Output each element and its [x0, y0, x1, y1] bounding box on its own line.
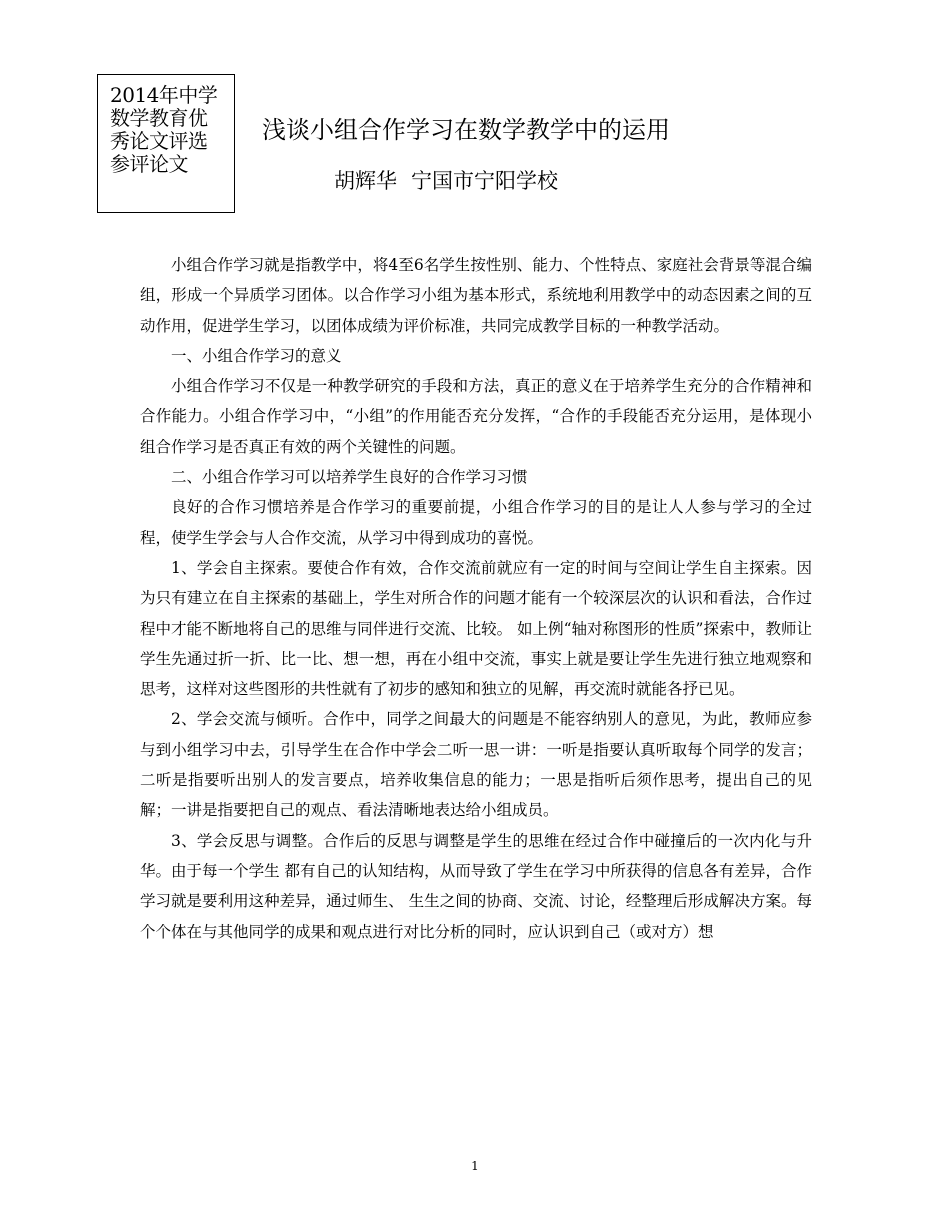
- author-name: 胡辉华: [334, 169, 397, 193]
- author-byline: [334, 167, 558, 195]
- stamp-line-1: 2014年中学: [110, 83, 218, 107]
- page-number: 1: [471, 1159, 479, 1173]
- paragraph-habits: 良好的合作习惯培养是合作学习的重要前提，小组合作学习的目的是让人人参与学习的全过程，使学生学会与人合作交流，从学习中得到成功的喜悦。: [140, 498, 812, 547]
- essay-competition-stamp-box: [97, 74, 235, 213]
- paragraph-point-3: 3、学会反思与调整。合作后的反思与调整是学生的思维在经过合作中碰撞后的一次内化与升华。由于每一个学生 都有自己的认知结构，从而导致了学生在学习中所获得的信息各有差异，合作学习就是要利用这种差异，通过师生、 生生之间的协商、交流、讨论，经整理后形成解决方案。每个个体在与其他同学的成果和观点进行对比分析的同时，应认识到自己（或对方）想: [140, 831, 812, 941]
- section-heading-1: 一、小组合作学习的意义: [171, 346, 342, 365]
- document-title: 浅谈小组合作学习在数学教学中的运用: [262, 116, 670, 144]
- paragraph-point-2: 2、学会交流与倾听。合作中，同学之间最大的问题是不能容纳别人的意见，为此，教师应参与到小组学习中去，引导学生在合作中学会二听一思一讲：一听是指要认真听取每个同学的发言；二听是指要听出别人的发言要点，培养收集信息的能力；一思是指听后须作思考，提出自己的见解；一讲是指要把自己的观点、看法清晰地表达给小组成员。: [140, 710, 812, 820]
- paragraph-point-1: 1、学会自主探索。要使合作有效，合作交流前就应有一定的时间与空间让学生自主探索。因为只有建立在自主探索的基础上，学生对所合作的问题才能有一个较深层次的认识和看法，合作过程中才能不断地将自己的思维与同伴进行交流、比较。 如上例“轴对称图形的性质”探索中，教师让学生先通过折一折、比一比、想一想，再在小组中交流，事实上就是要让学生先进行独立地观察和思考，这样对这些图形的共性就有了初步的感知和独立的见解，再交流时就能各抒已见。: [140, 558, 812, 699]
- stamp-line-4: 参评论文: [110, 152, 188, 176]
- paragraph-significance: 小组合作学习不仅是一种教学研究的手段和方法，真正的意义在于培养学生充分的合作精神和合作能力。小组合作学习中，“小组”的作用能否充分发挥，“合作的手段能否充分运用，是体现小组合作学习是否真正有效的两个关键性的问题。: [140, 377, 812, 456]
- stamp-line-3: 秀论文评选: [110, 129, 208, 153]
- author-school: 宁国市宁阳学校: [411, 169, 558, 193]
- document-body: [140, 250, 812, 947]
- stamp-line-2: 数学教育优: [110, 106, 208, 130]
- section-heading-2: 二、小组合作学习可以培养学生良好的合作学习习惯: [171, 468, 528, 487]
- paragraph-intro: 小组合作学习就是指教学中，将4至6名学生按性别、能力、个性特点、家庭社会背景等混合编组，形成一个异质学习团体。以合作学习小组为基本形式，系统地利用教学中的动态因素之间的互动作用，促进学生学习，以团体成绩为评价标准，共同完成教学目标的一种教学活动。: [140, 256, 812, 335]
